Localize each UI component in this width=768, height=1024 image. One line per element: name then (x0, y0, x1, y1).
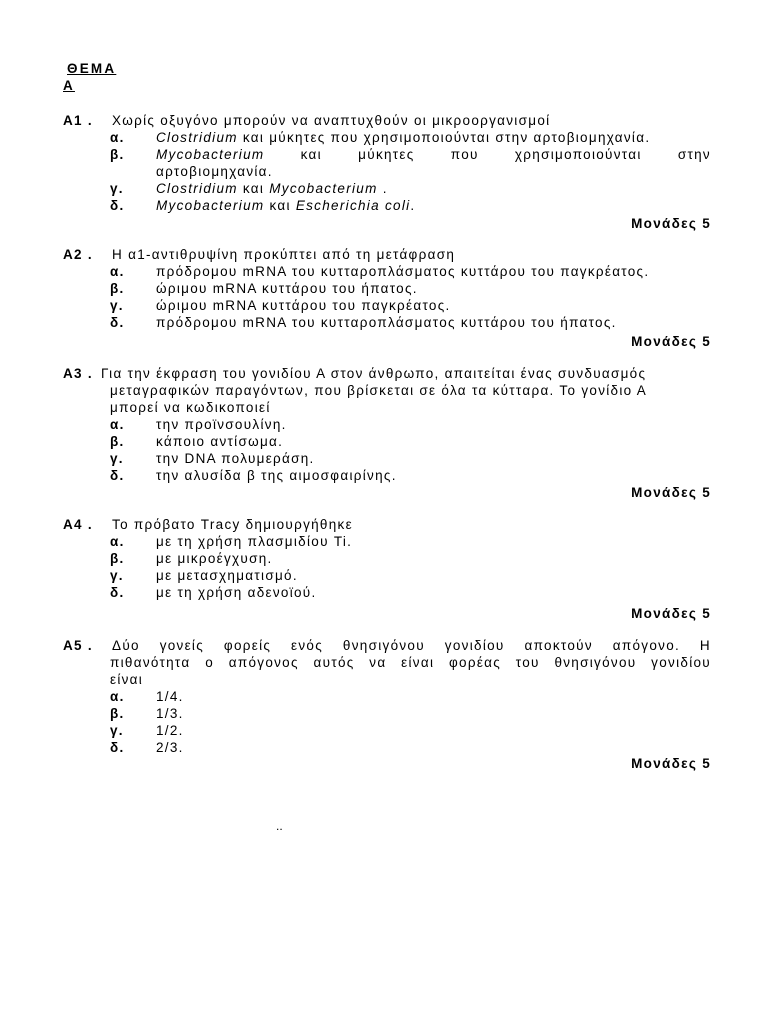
option-text: Mycobacterium και Escherichia coli. (156, 198, 416, 213)
option-text: 1/3. (156, 706, 184, 721)
option-text-continued: αρτοβιομηχανία. (156, 164, 273, 179)
option-letter: α. (110, 130, 125, 145)
section-heading (63, 60, 143, 94)
question-stem-continued: είναι (110, 672, 144, 687)
option-text: ώριμου mRNA κυττάρου του ήπατος. (156, 281, 418, 296)
question-stem-continued: μεταγραφικών παραγόντων, που βρίσκεται σε όλα τα κύτταρα. Το γονίδιο Α (110, 383, 648, 398)
option-c (63, 180, 711, 197)
option-letter: β. (110, 281, 125, 296)
option-d (63, 739, 711, 756)
question-number: Α2 . (63, 247, 93, 262)
option-letter: γ. (110, 723, 124, 738)
option-text: Clostridium και μύκητες που χρησιμοποιούνται στην αρτοβιομηχανία. (156, 130, 651, 145)
option-text: την προϊνσουλίνη. (156, 417, 287, 432)
option-c (63, 297, 711, 314)
question-stem: Χωρίς οξυγόνο μπορούν να αναπτυχθούν οι μικροοργανισμοί (112, 113, 551, 128)
option-text: με τη χρήση αδενοϊού. (156, 585, 317, 600)
option-a (63, 416, 711, 433)
marks-label: Μονάδες 5 (631, 216, 711, 231)
option-b (63, 280, 711, 297)
question-a2 (63, 246, 711, 331)
option-text: πρόδρομου mRNA του κυτταροπλάσματος κυττάρου του παγκρέατος. (156, 264, 650, 279)
marks-label: Μονάδες 5 (631, 485, 711, 500)
option-b (63, 705, 711, 722)
heading-title: ΘΕΜΑ (67, 61, 117, 76)
marks-label: Μονάδες 5 (631, 756, 711, 771)
option-text: με μικροέγχυση. (156, 551, 273, 566)
option-text: 1/4. (156, 689, 184, 704)
option-letter: α. (110, 689, 125, 704)
option-a (63, 688, 711, 705)
option-a (63, 263, 711, 280)
question-a5 (63, 637, 711, 756)
option-text: με τη χρήση πλασμιδίου Ti. (156, 534, 353, 549)
option-letter: γ. (110, 298, 124, 313)
option-d (63, 197, 711, 214)
question-stem: Η α1-αντιθρυψίνη προκύπτει από τη μετάφραση (112, 247, 456, 262)
option-d (63, 467, 711, 484)
option-letter: γ. (110, 181, 124, 196)
option-letter: β. (110, 147, 125, 162)
option-text: 2/3. (156, 740, 184, 755)
question-stem: Για την έκφραση του γονιδίου Α στον άνθρωπο, απαιτείται ένας συνδυασμός (101, 366, 647, 381)
marks-label: Μονάδες 5 (631, 334, 711, 349)
option-a (63, 533, 711, 550)
heading-letter: Α (63, 78, 75, 93)
option-letter: α. (110, 264, 125, 279)
option-text: 1/2. (156, 723, 184, 738)
option-letter: γ. (110, 568, 124, 583)
option-text: ώριμου mRNA κυττάρου του παγκρέατος. (156, 298, 451, 313)
question-number: Α4 . (63, 517, 93, 532)
option-a (63, 129, 711, 146)
option-letter: δ. (110, 315, 125, 330)
option-letter: β. (110, 706, 125, 721)
option-letter: δ. (110, 468, 125, 483)
option-text: Mycobacterium και μύκητες που χρησιμοποιούνται στην (156, 147, 711, 162)
question-number: Α5 . (63, 638, 93, 653)
option-letter: α. (110, 417, 125, 432)
question-stem-continued: πιθανότητα ο απόγονος αυτός να είναι φορέας του θνησιγόνου γονιδίου (110, 655, 711, 670)
marks-label: Μονάδες 5 (631, 606, 711, 621)
option-c (63, 722, 711, 739)
question-stem-continued: μπορεί να κωδικοποιεί (110, 400, 271, 415)
option-letter: β. (110, 551, 125, 566)
question-a1 (63, 112, 711, 214)
option-letter: γ. (110, 451, 124, 466)
option-d (63, 314, 711, 331)
option-b (63, 433, 711, 450)
question-stem: Δύο γονείς φορείς ενός θνησιγόνου γονιδίου αποκτούν απόγονο. Η (112, 638, 711, 653)
option-text: κάποιο αντίσωμα. (156, 434, 284, 449)
option-letter: δ. (110, 740, 125, 755)
stray-dots: .. (276, 819, 283, 833)
option-c (63, 450, 711, 467)
option-text: την DNA πολυμεράση. (156, 451, 315, 466)
option-b (63, 550, 711, 567)
option-letter: δ. (110, 198, 125, 213)
option-b (63, 146, 711, 163)
question-stem: Το πρόβατο Tracy δημιουργήθηκε (112, 517, 353, 532)
option-d (63, 584, 711, 601)
question-a4 (63, 516, 711, 601)
question-number: Α1 . (63, 113, 93, 128)
option-letter: β. (110, 434, 125, 449)
option-letter: δ. (110, 585, 125, 600)
question-a3 (63, 365, 711, 484)
option-text: πρόδρομου mRNA του κυτταροπλάσματος κυττάρου του ήπατος. (156, 315, 617, 330)
option-c (63, 567, 711, 584)
question-number: Α3 . (63, 366, 93, 381)
option-text: με μετασχηματισμό. (156, 568, 298, 583)
option-text: την αλυσίδα β της αιμοσφαιρίνης. (156, 468, 397, 483)
option-text: Clostridium και Mycobacterium . (156, 181, 388, 196)
option-letter: α. (110, 534, 125, 549)
